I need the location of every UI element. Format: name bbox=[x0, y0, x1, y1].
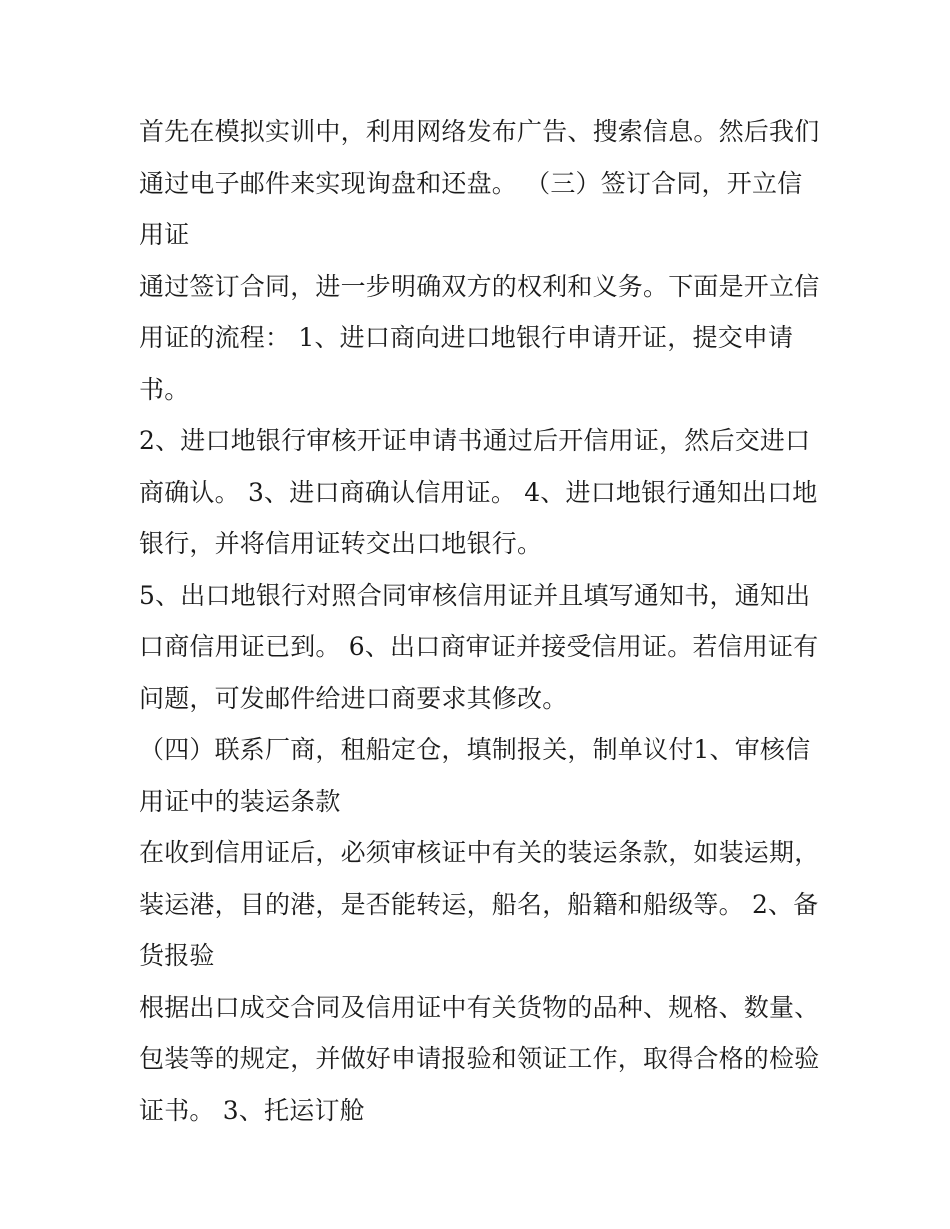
text-line: 商确认。 3、进口商确认信用证。 4、进口地银行通知出口地 bbox=[139, 477, 818, 507]
text-line: 用证的流程： 1、进口商向进口地银行申请开证，提交申请 bbox=[139, 323, 794, 352]
text-line: 装运港，目的港，是否能转运，船名，船籍和船级等。 2、备 bbox=[139, 889, 819, 919]
text-line: 用证中的装运条款 bbox=[139, 786, 341, 816]
text-line: 货报验 bbox=[139, 941, 215, 970]
text-line: 书。 bbox=[139, 374, 190, 404]
text-line: 问题，可发邮件给进口商要求其修改。 bbox=[139, 683, 568, 713]
text-line: 用证 bbox=[139, 220, 190, 249]
text-line: 根据出口成交合同及信用证中有关货物的品种、规格、数量、 bbox=[139, 992, 820, 1022]
text-line: （四）联系厂商，租船定仓，填制报关，制单议付1、审核信 bbox=[139, 735, 811, 764]
text-line: 包装等的规定，并做好申请报验和领证工作，取得合格的检验 bbox=[139, 1044, 820, 1073]
text-line: 在收到信用证后，必须审核证中有关的装运条款，如装运期， bbox=[139, 838, 820, 867]
text-line: 通过电子邮件来实现询盘和还盘。 （三）签订合同，开立信 bbox=[139, 168, 803, 198]
text-line: 通过签订合同，进一步明确双方的权利和义务。下面是开立信 bbox=[139, 271, 820, 301]
text-line: 首先在模拟实训中，利用网络发布广告、搜索信息。然后我们 bbox=[139, 117, 820, 146]
text-line: 2、进口地银行审核开证申请书通过后开信用证，然后交进口 bbox=[139, 426, 811, 455]
text-line: 口商信用证已到。 6、出口商审证并接受信用证。若信用证有 bbox=[139, 632, 819, 661]
text-line: 证书。 3、托运订舱 bbox=[139, 1095, 365, 1125]
body-text bbox=[139, 106, 819, 1136]
text-line: 5、出口地银行对照合同审核信用证并且填写通知书，通知出 bbox=[139, 580, 811, 610]
text-line: 银行，并将信用证转交出口地银行。 bbox=[139, 529, 543, 558]
